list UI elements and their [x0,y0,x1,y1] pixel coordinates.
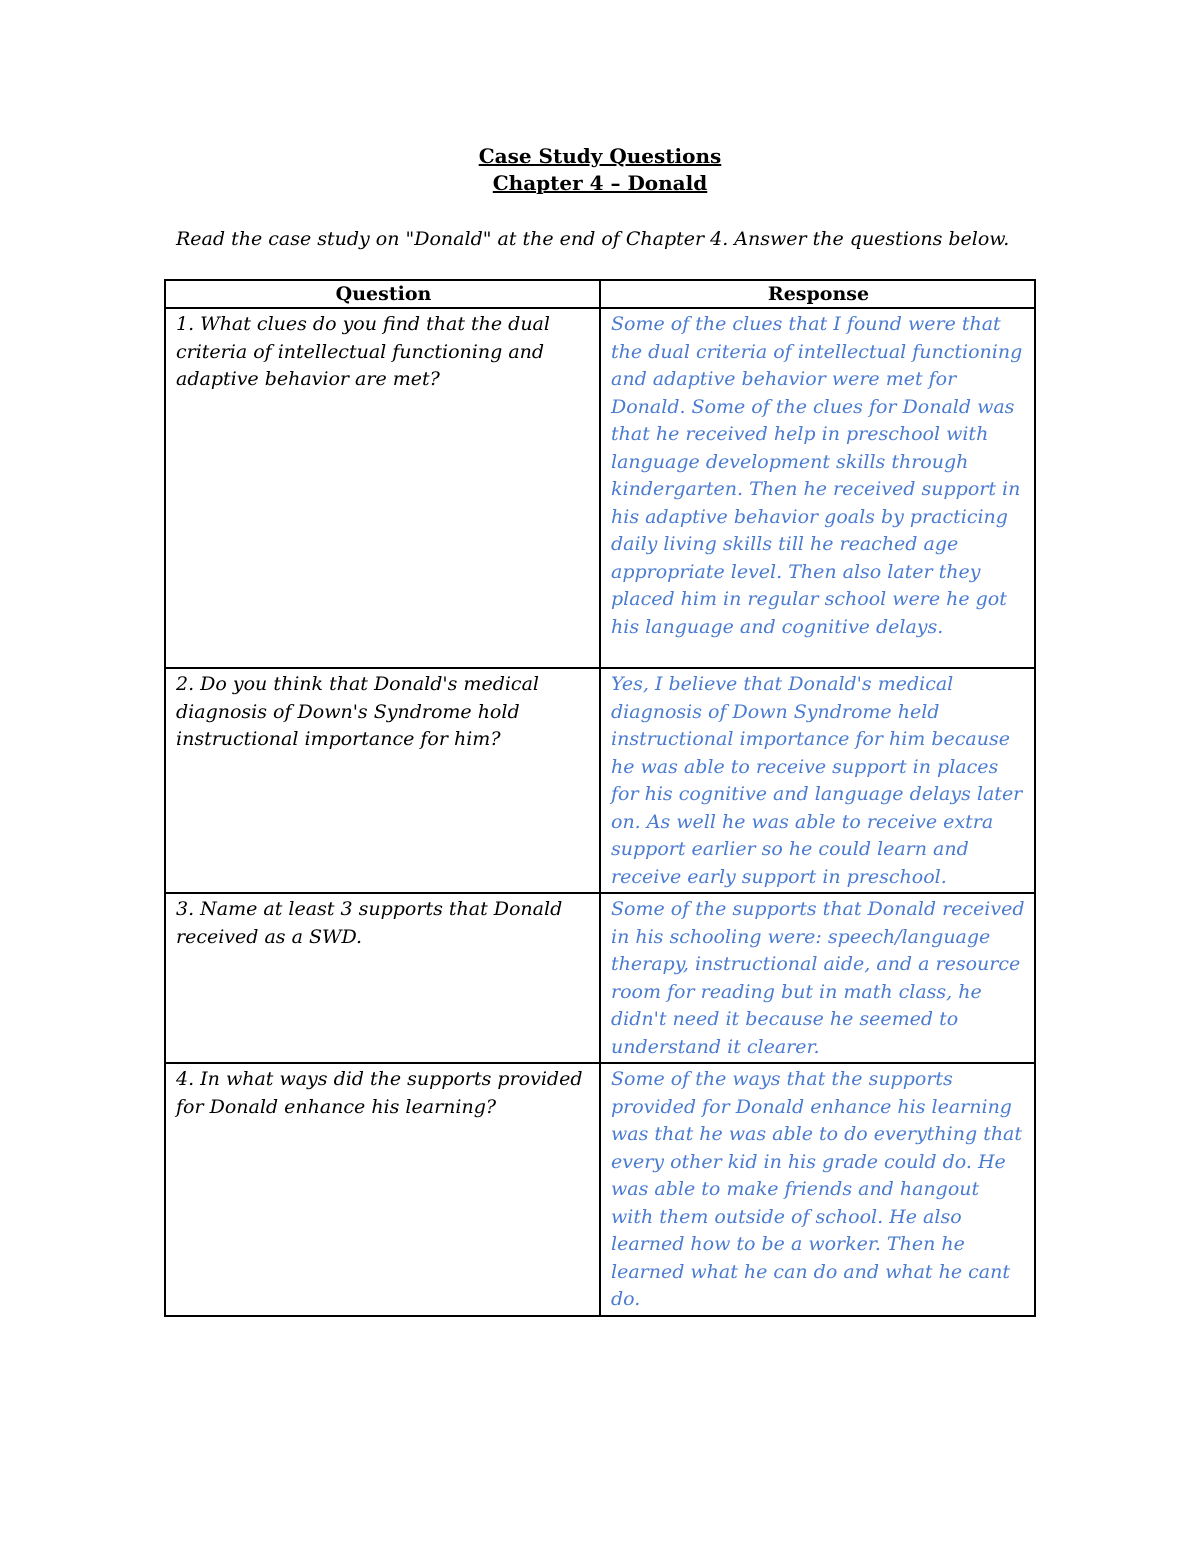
table-row [165,308,1035,668]
qa-table [164,279,1036,1317]
response-cell [600,893,1035,1063]
response-text: Some of the supports that Donald received in his schooling were: speech/language therapy, instructional aide, and a resource room for reading but in math class, he didn't need it because he seemed to understand it clearer. [611,898,1025,1058]
table-row [165,668,1035,893]
question-cell: 1. What clues do you find that the dual criteria of intellectual functioning and adaptive behavior are met? [165,308,600,668]
document-title: Case Study Questions [478,144,722,168]
instructions-text: Read the case study on "Donald" at the end of Chapter 4. Answer the questions below. [176,228,1010,250]
table-row [165,893,1035,1063]
response-cell [600,308,1035,668]
question-cell: 4. In what ways did the supports provided for Donald enhance his learning? [165,1063,600,1316]
response-cell [600,668,1035,893]
table-row [165,1063,1035,1316]
response-text: Yes, I believe that Donald's medical diagnosis of Down Syndrome held instructional importance for him because he was able to receive support in places for his cognitive and language delays later on. As well he was able to receive extra support earlier so he could learn and receive early support in preschool. [611,673,1023,888]
response-cell [600,1063,1035,1316]
document-subtitle: Chapter 4 – Donald [492,171,708,195]
question-cell: 2. Do you think that Donald's medical diagnosis of Down's Syndrome hold instructional importance for him? [165,668,600,893]
question-column-header: Question [165,280,600,308]
question-cell: 3. Name at least 3 supports that Donald received as a SWD. [165,893,600,1063]
response-text: Some of the clues that I found were that the dual criteria of intellectual functioning and adaptive behavior were met for Donald. Some of the clues for Donald was that he received help in preschool with language development skills through kindergarten. Then he received support in his adaptive behavior goals by practicing daily living skills till he reached age appropriate level. Then also later they placed him in regular school were he got his language and cognitive delays. [611,313,1023,638]
table-header-row [165,280,1035,308]
response-column-header: Response [600,280,1035,308]
response-text: Some of the ways that the supports provided for Donald enhance his learning was that he was able to do everything that every other kid in his grade could do. He was able to make friends and hangout with them outside of school. He also learned how to be a worker. Then he learned what he can do and what he cant do. [611,1068,1023,1310]
